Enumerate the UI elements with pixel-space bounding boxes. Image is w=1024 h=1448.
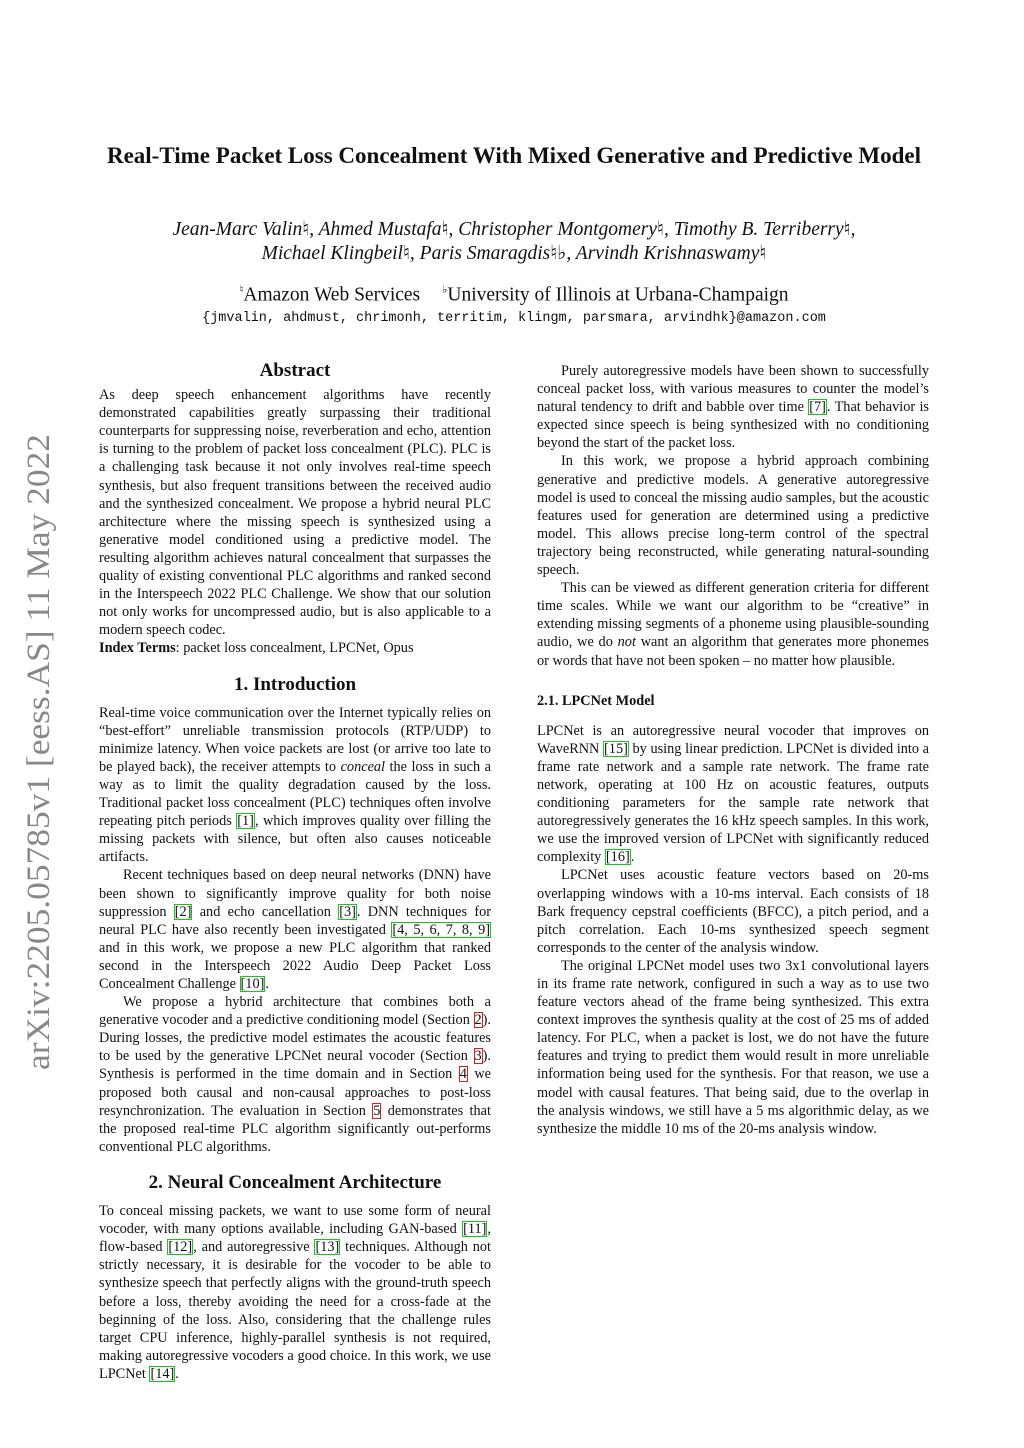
paper-title: Real-Time Packet Loss Concealment With Mixed Generative and Predictive Model (106, 143, 922, 168)
text: . (265, 976, 269, 992)
lpcnet-paragraph-1 (537, 722, 929, 867)
author-emails: {jmvalin, ahdmust, chrimonh, territim, klingm, parsmara, arvindhk}@amazon.com (202, 311, 826, 326)
index-terms-list: : packet loss concealment, LPCNet, Opus (175, 640, 414, 657)
citation-link[interactable]: [1] (237, 813, 254, 830)
neural-paragraph-4 (537, 579, 929, 669)
citation-link[interactable]: [2] (174, 903, 192, 920)
text: ). During losses, the predictive model estimates the acoustic features to be used by the generative LPCNet neural vocoder (Section (99, 1012, 491, 1065)
citation-link[interactable]: [3] (339, 903, 356, 920)
arxiv-id-text: arXiv:2205.05785v1 [eess.AS] 11 May 2022 (21, 477, 57, 1070)
text: and in this work, we propose a new PLC algorithm that ranked second in the Interspeech 2022 Audio Deep Packet Loss Concealment Challenge (99, 939, 491, 992)
index-terms (99, 639, 491, 657)
lpcnet-paragraph-2: LPCNet uses acoustic feature vectors based on 20-ms overlapping windows with a 10-ms interval. Each consists of 18 Bark frequency cepstral coefficients (BFCC), a pitch period, and a pitch correlation. Each 10-ms synthesized speech segment corresponds to the center of the analysis window. (537, 867, 929, 956)
text: This can be viewed as different generation criteria for different time scales. While we want our algorithm to be “creative” in extending missing segments of a phoneme using plausible-sounding audio, we do (537, 580, 929, 651)
affiliation-aws: Amazon Web Services (243, 284, 421, 306)
text: , and autoregressive (193, 1239, 315, 1256)
emphasis: not (617, 634, 636, 651)
citation-link[interactable]: [12] (168, 1239, 193, 1256)
left-column (99, 362, 491, 1383)
text: ). Synthesis is performed in the time domain and in Section (99, 1048, 491, 1083)
text: Real-time voice communication over the Internet typically relies on “best-effort” unreliable transmission protocols (RTP/UDP) to minimize latency. When voice packets are lost (or arrive too late to be played back), the receiver attempts to (99, 704, 491, 775)
citation-link[interactable]: [16] (605, 849, 630, 866)
citation-link[interactable]: [14] (150, 1365, 175, 1382)
section-2-heading: 2. Neural Concealment Architecture (148, 1171, 442, 1193)
text: , flow-based (99, 1221, 491, 1256)
text: . (630, 849, 635, 866)
text: by using linear prediction. LPCNet is divided into a frame rate network and a sample rate network. The frame rate network, operating at 100 Hz on acoustic features, outputs conditioning parameters for the sample rate network that autoregressively generates the 16 kHz speech samples. In this work, we use the improved version of LPCNet with significantly reduced complexity (537, 740, 929, 866)
text: demonstrates that the proposed real-time PLC algorithm significantly out-performs conventional PLC algorithms. (99, 1102, 491, 1155)
affiliations (100, 283, 928, 307)
citation-link[interactable]: [7] (809, 399, 826, 416)
intro-paragraph-2 (99, 866, 491, 993)
text: want an algorithm that generates more phonemes or words that have not been spoken – no matter how plausible. (537, 634, 929, 669)
text: LPCNet is an autoregressive neural vocoder that improves on WaveRNN (537, 722, 929, 757)
arxiv-stamp-svg (18, 430, 58, 1070)
author-line-1: Jean-Marc Valin♮, Ahmed Mustafa♮, Christopher Montgomery♮, Timothy B. Terriberry♮, (172, 219, 856, 240)
text: Recent techniques based on deep neural networks (DNN) have been shown to significantly improve quality for both noise suppression (99, 867, 491, 920)
intro-paragraph-3 (99, 993, 491, 1156)
text: To conceal missing packets, we want to use some form of neural vocoder, with many options available, including GAN-based (99, 1203, 491, 1238)
text: the loss in such a way as to limit the quality degradation caused by the loss. Traditional packet loss concealment (PLC) techniques often involve repeating pitch periods (99, 758, 491, 830)
author-list (100, 218, 928, 266)
abstract-heading: Abstract (259, 360, 331, 381)
intro-paragraph-1 (99, 704, 491, 867)
neural-paragraph-1-start (99, 1202, 491, 1383)
neural-paragraph-2 (537, 362, 929, 452)
subsection-2-1-heading: 2.1. LPCNet Model (537, 692, 655, 709)
arxiv-stamp (18, 430, 58, 1070)
citation-link[interactable]: [13] (315, 1239, 340, 1256)
section-link[interactable]: 2 (474, 1012, 482, 1029)
section-link[interactable]: 3 (474, 1048, 482, 1065)
author-line-2: Michael Klingbeil♮, Paris Smaragdis♮♭, Arvindh Krishnaswamy♮ (261, 243, 767, 264)
abstract-body: As deep speech enhancement algorithms have recently demonstrated capabilities greatly surpassing their traditional counterparts for suppressing noise, reverberation and echo, attention is turning to the problem of packet loss concealment (PLC). PLC is a challenging task because it not only involves real-time speech synthesis, but also frequent transitions between the received audio and the synthesized concealment. We propose a hybrid neural PLC architecture where the missing speech is synthesized using a generative model conditioned using a predictive model. The resulting algorithm achieves natural concealment that surpasses the quality of existing conventional PLC algorithms and ranked second in the Interspeech 2022 PLC Challenge. We show that our solution not only works for uncompressed audio, but is also applicable to a modern speech codec. (99, 387, 491, 639)
text: we proposed both causal and non-causal approaches to post-loss resynchronization. The evaluation in Section (99, 1066, 491, 1119)
section-link[interactable]: 4 (459, 1066, 467, 1083)
text: We propose a hybrid architecture that combines both a generative vocoder and a predictive conditioning model (Section (99, 994, 491, 1029)
neural-paragraph-3: In this work, we propose a hybrid approach combining generative and predictive models. A generative autoregressive model is used to conceal the missing audio samples, but the acoustic features used for generation are determined using a predictive model. This allows precise long-term control of the spectral trajectory being reconstructed, while generating natural-sounding speech. (537, 453, 929, 579)
citation-link[interactable]: [4, 5, 6, 7, 8, 9] (392, 921, 491, 938)
section-1-heading: 1. Introduction (233, 673, 357, 695)
text: techniques. Although not strictly necessary, it is desirable for the vocoder to be able to synthesize speech that perfectly aligns with the ground-truth speech before a loss, thereby avoiding the need for a cross-fade at the beginning of the loss. Also, considering that the challenge rules target CPU inference, highly-parallel synthesis is not required, making autoregressive vocoders a good choice. In this work, we use LPCNet (99, 1239, 491, 1382)
citation-link[interactable]: [11] (463, 1221, 487, 1238)
lpcnet-paragraph-3: The original LPCNet model uses two 3x1 convolutional layers in its frame rate network, configured in such a way as to use two feature vectors ahead of the frame being synthesized. This extra context improves the synthesis quality at the cost of 25 ms of added latency. For PLC, when a packet is lost, we do not have the future features and trying to predict them would result in more unreliable information being used for the synthesis. For that reason, we use a model with causal features. That being said, due to the overlap in the analysis windows, we still have a 5 ms algorithmic delay, as we synthesize the middle 10 ms of the 20-ms analysis window. (537, 957, 929, 1137)
right-column (537, 362, 929, 1138)
text: and echo cancellation (192, 903, 339, 920)
aws-mark: ♮ (239, 284, 244, 296)
uiuc-mark: ♭ (442, 284, 448, 296)
text: . DNN techniques for neural PLC have also recently been investigated (99, 903, 491, 938)
citation-link[interactable]: [10] (240, 976, 265, 992)
index-terms-label: Index Terms (99, 640, 176, 657)
emphasis: conceal (340, 758, 386, 775)
text: , which improves quality over filling the missing packets with silence, but often also causes noticeable artifacts. (99, 813, 491, 866)
citation-link[interactable]: [15] (604, 740, 628, 757)
text: . (175, 1365, 179, 1382)
text: . That behavior is expected since speech is being synthesized with no conditioning beyond the start of the packet loss. (537, 399, 929, 452)
section-link[interactable]: 5 (373, 1102, 381, 1119)
abstract-text (99, 386, 491, 639)
affiliation-uiuc: University of Illinois at Urbana-Champaign (447, 284, 789, 306)
text: Purely autoregressive models have been shown to successfully conceal packet loss, with various measures to counter the model’s natural tendency to drift and babble over time (537, 363, 929, 416)
